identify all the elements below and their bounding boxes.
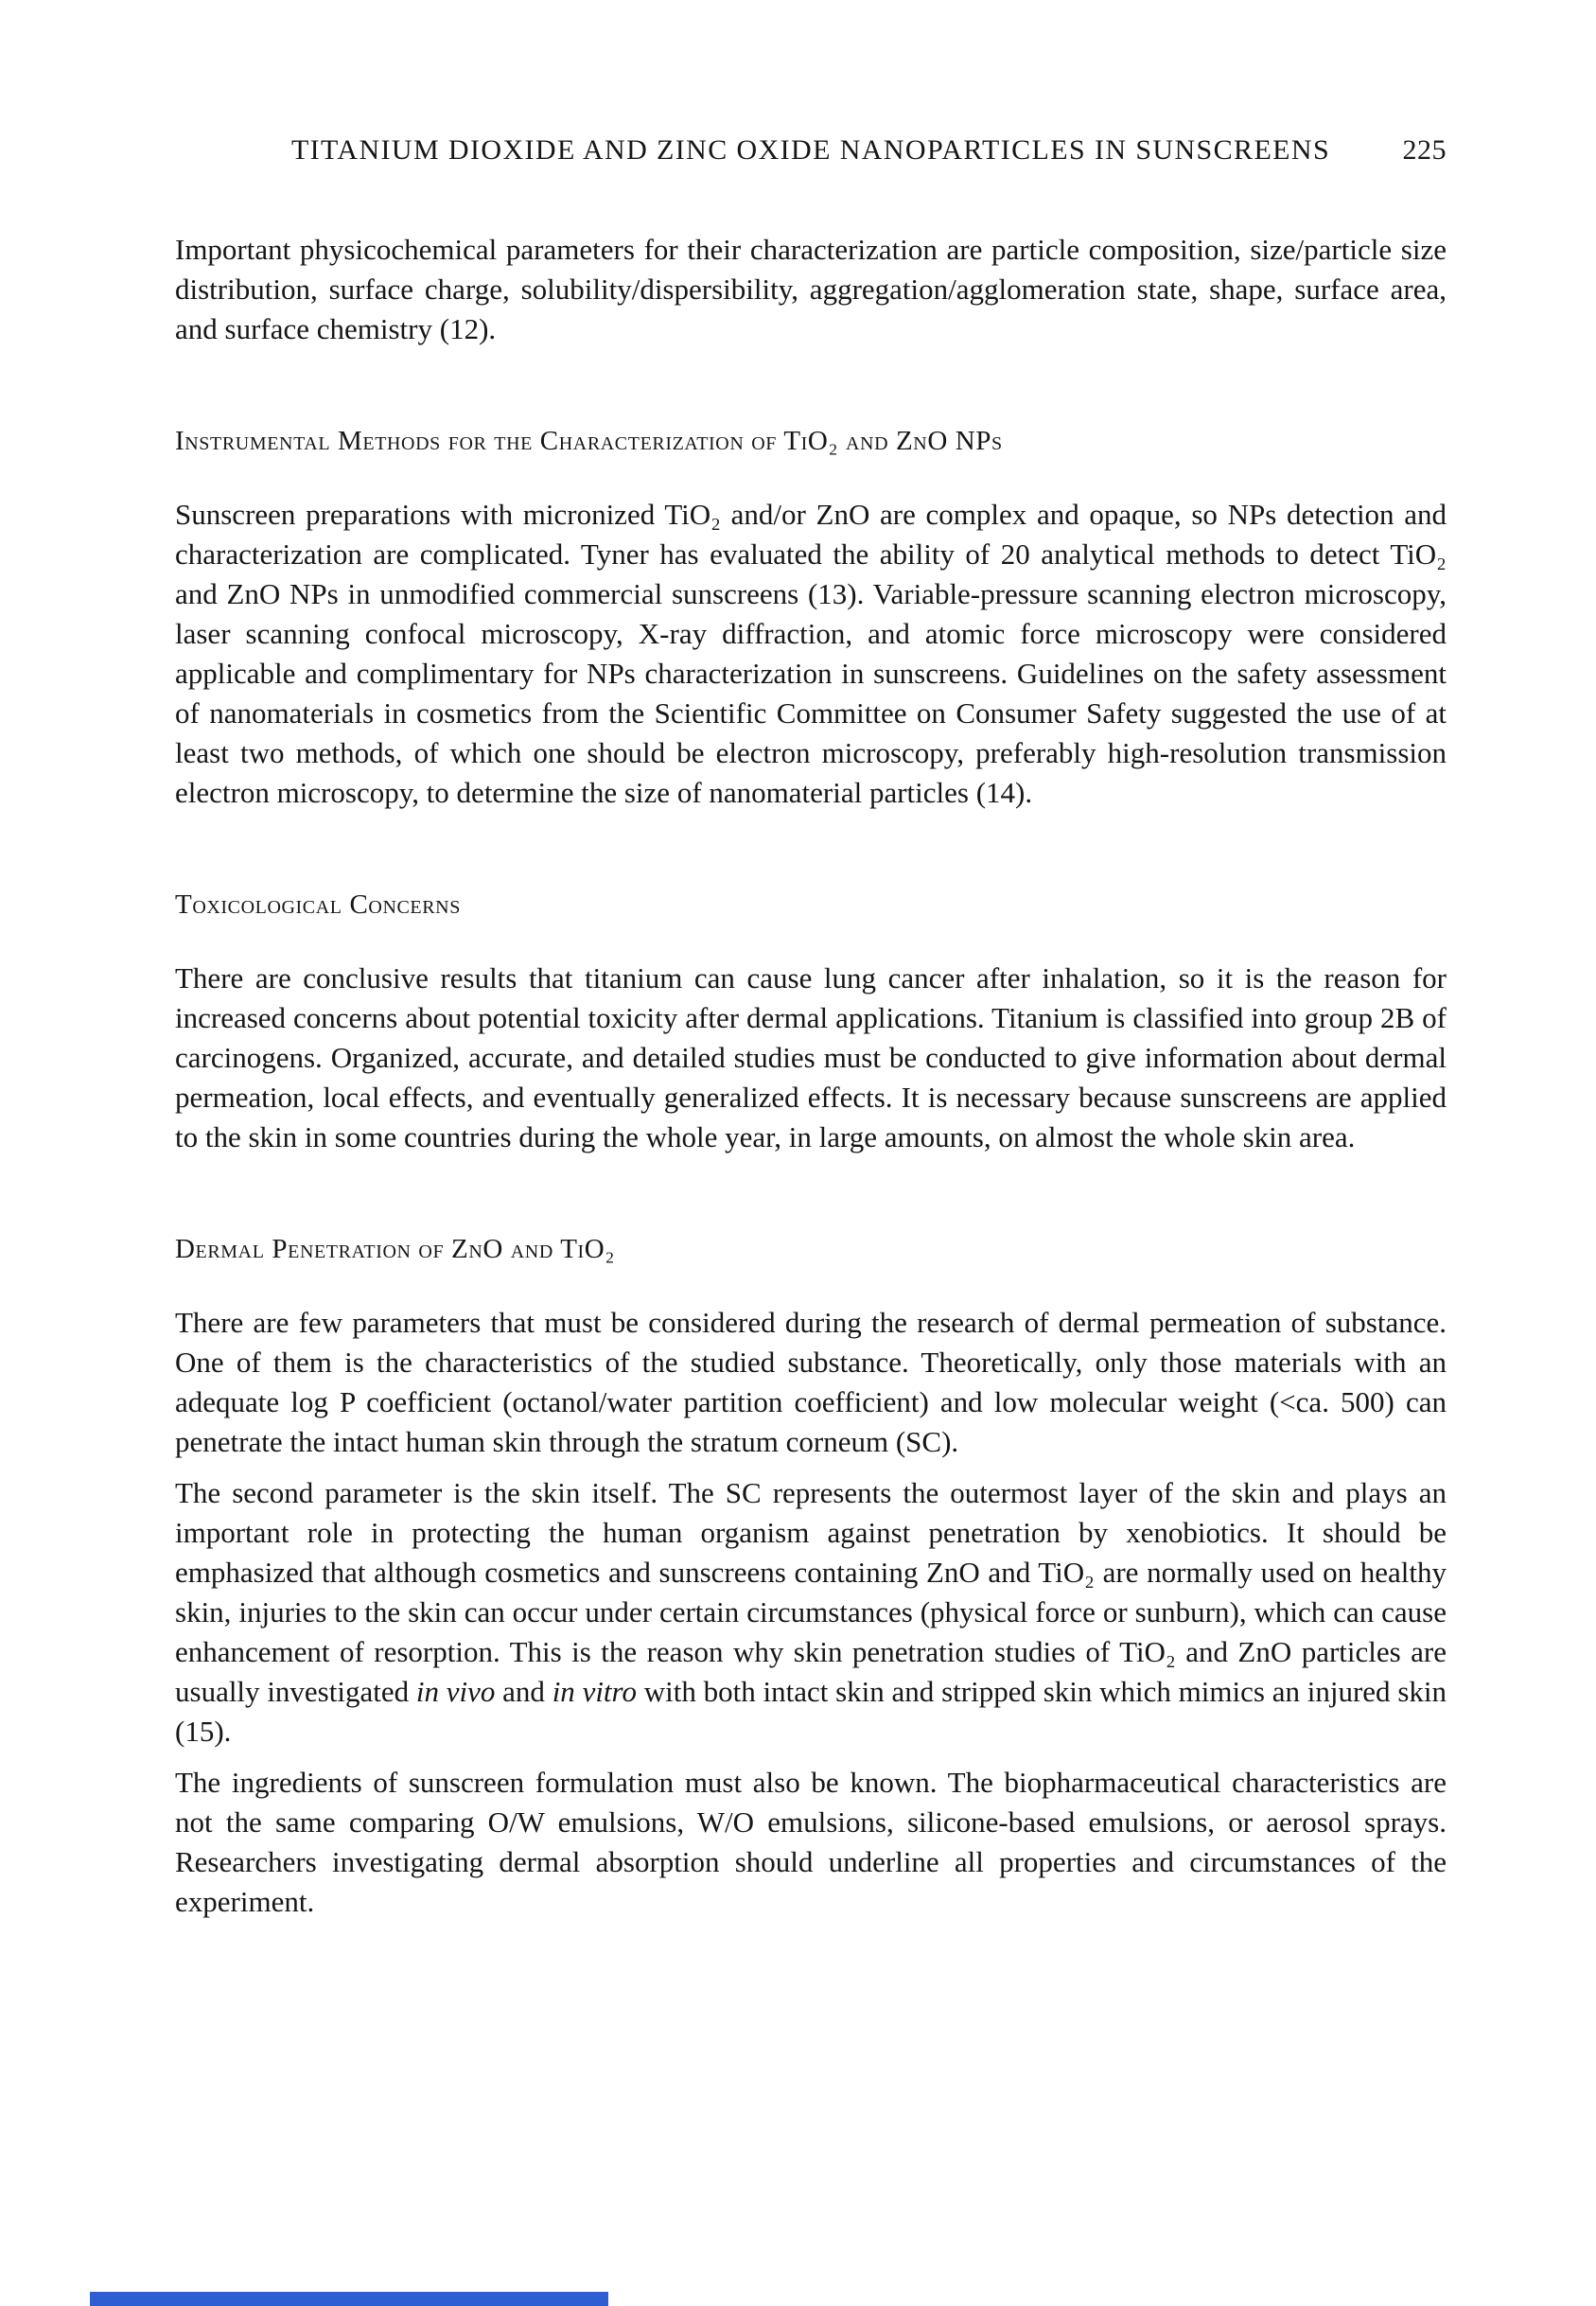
- paragraph-skin-parameter: [175, 1473, 1447, 1752]
- paragraph-toxicological-concerns: There are conclusive results that titanium can cause lung cancer after inhalation, so it is the reason for increased concerns about potential toxicity after dermal applications. Titanium is classified into group 2B of carcinogens. Organized, accurate, and detailed studies must be conducted to give information about dermal permeation, local effects, and eventually generalized effects. It is necessary because sunscreens are applied to the skin in some countries during the whole year, in large amounts, on almost the whole skin area.: [175, 961, 1447, 1153]
- running-head: [175, 134, 1447, 172]
- paragraph-instrumental-methods: Sunscreen preparations with micronized TiO₂ and/or ZnO are complex and opaque, so NPs detection and characterization are complicated. Tyner has evaluated the ability of 20 analytical methods to detect TiO₂ and ZnO NPs in unmodified commercial sunscreens (13). Variable-pressure scanning electron microscopy, laser scanning confocal microscopy, X-ray diffraction, and atomic force microscopy were considered applicable and complimentary for NPs characterization in sunscreens. Guidelines on the safety assessment of nanomaterials in cosmetics from the Scientific Committee on Consumer Safety suggested the use of at least two methods, of which one should be electron microscopy, preferably high-resolution transmission electron microscopy, to determine the size of nanomaterial particles (14).: [175, 498, 1447, 809]
- section-heading-instrumental-methods: Instrumental Methods for the Characterization of TiO₂ and ZnO NPs: [175, 426, 1003, 456]
- paragraph-skin-parameter-text: and: [495, 1675, 552, 1708]
- paragraph-intro: Important physicochemical parameters for their characterization are particle composition, size/particle size distribution, surface charge, solubility/dispersibility, aggregation/agglomeration state, shape, surface area, and surface chemistry (12).: [175, 233, 1447, 345]
- italic-term-in-vivo: in vivo: [415, 1675, 496, 1708]
- page-body: [175, 230, 1447, 1922]
- page-number: 225: [1402, 134, 1447, 166]
- section-heading-toxicological-concerns: Toxicological Concerns: [175, 889, 461, 920]
- paragraph-ingredients: The ingredients of sunscreen formulation must also be known. The biopharmaceutical characteristics are not the same comparing O/W emulsions, W/O emulsions, silicone-based emulsions, or aerosol sprays. Researchers investigating dermal absorption should underline all properties and circumstances of the experiment.: [175, 1766, 1447, 1918]
- paragraph-dermal-parameters: There are few parameters that must be considered during the research of dermal permeation of substance. One of them is the characteristics of the studied substance. Theoretically, only those materials with an adequate log P coefficient (octanol/water partition coefficient) and low molecular weight (<ca. 500) can penetrate the intact human skin through the stratum corneum (SC).: [175, 1306, 1447, 1458]
- paragraph-skin-parameter-text: with both intact skin and stripped skin which mimics an injured skin (15).: [175, 1675, 1447, 1748]
- section-heading-dermal-penetration: Dermal Penetration of ZnO and TiO₂: [175, 1234, 616, 1264]
- reading-progress-bar: [90, 2292, 608, 2306]
- running-head-title: TITANIUM DIOXIDE AND ZINC OXIDE NANOPARTICLES IN SUNSCREENS: [290, 134, 1331, 166]
- italic-term-in-vitro: in vitro: [552, 1675, 637, 1708]
- paragraph-skin-parameter-text: The second parameter is the skin itself. The SC represents the outermost layer of the skin and plays an important role in protecting the human organism against penetration by xenobiotics. It should be emphasized that although cosmetics and sunscreens containing ZnO and TiO₂ are normally used on healthy skin, injuries to the skin can occur under certain circumstances (physical force or sunburn), which can cause enhancement of resorption. This is the reason why skin penetration studies of TiO₂ and ZnO particles are usually investigated: [175, 1476, 1447, 1708]
